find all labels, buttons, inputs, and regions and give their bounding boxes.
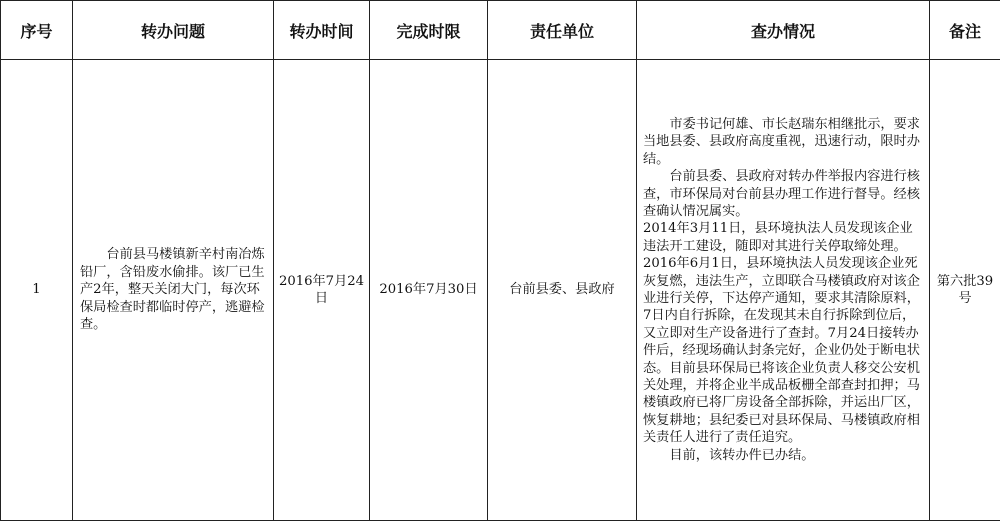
header-remark: 备注 bbox=[930, 1, 1000, 60]
cell-deadline: 2016年7月30日 bbox=[370, 60, 488, 521]
header-row bbox=[1, 1, 1000, 60]
table-row bbox=[1, 60, 1000, 521]
cell-transfer-date: 2016年7月24日 bbox=[274, 60, 370, 521]
header-status: 查办情况 bbox=[637, 1, 930, 60]
cell-status bbox=[637, 60, 930, 521]
header-deadline: 完成时限 bbox=[370, 1, 488, 60]
cell-remark: 第六批39号 bbox=[930, 60, 1000, 521]
cell-issue bbox=[73, 60, 274, 521]
cell-no: 1 bbox=[1, 60, 73, 521]
status-paragraph-3: 2014年3月11日，县环境执法人员发现该企业违法开工建设，随即对其进行关停取缔处理。2016年6月1日，县环境执法人员发现该企业死灰复燃，违法生产，立即联合马楼镇政府对该企业进行关停，下达停产通知，要求其清除原料，7日内自行拆除，在发现其未自行拆除到位后，又立即对生产设备进行了查封。7月24日接转办件后，经现场确认封条完好，企业仍处于断电状态。目前县环保局已将该企业负责人移交公安机关处理，并将企业半成品板栅全部查封扣押；马楼镇政府已将厂房设备全部拆除，并运出厂区，恢复耕地；县纪委已对县环保局、马楼镇政府相关责任人进行了责任追究。 bbox=[643, 221, 920, 446]
status-paragraph-2: 台前县委、县政府对转办件举报内容进行核查，市环保局对台前县办理工作进行督导。经核查确认情况属实。 bbox=[643, 169, 920, 219]
issue-text: 台前县马楼镇新辛村南冶炼铅厂，含铅废水偷排。该厂已生产2年，整天关闭大门，每次环保局检查时都临时停产，逃避检查。 bbox=[80, 247, 265, 333]
header-issue: 转办问题 bbox=[73, 1, 274, 60]
header-no: 序号 bbox=[1, 1, 73, 60]
status-paragraph-1: 市委书记何雄、市长赵瑞东相继批示，要求当地县委、县政府高度重视，迅速行动，限时办结。 bbox=[643, 116, 920, 167]
header-responsible: 责任单位 bbox=[488, 1, 637, 60]
status-paragraph-4: 目前，该转办件已办结。 bbox=[669, 447, 815, 463]
header-transfer-date: 转办时间 bbox=[274, 1, 370, 60]
cell-responsible: 台前县委、县政府 bbox=[488, 60, 637, 521]
